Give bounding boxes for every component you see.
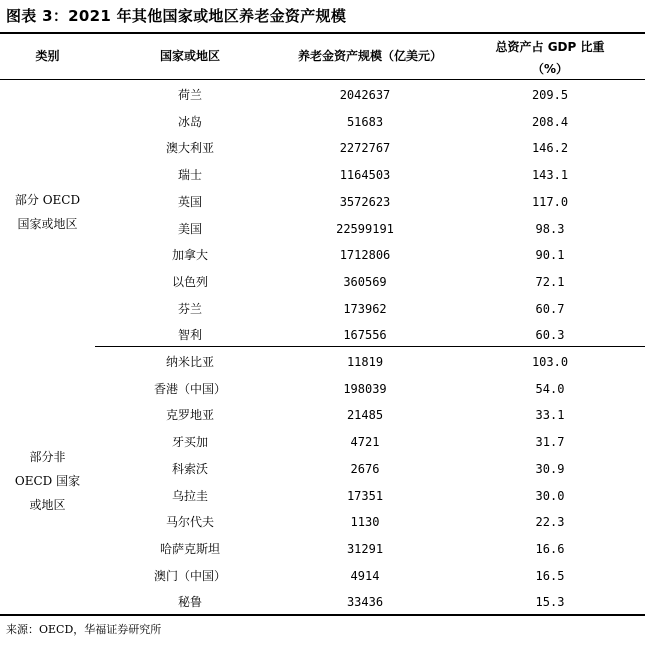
ratio-cell: 30.0 xyxy=(535,488,565,503)
ratio-cell: 209.5 xyxy=(531,88,569,102)
figure-title: 图表 3：2021 年其他国家或地区养老金资产规模 xyxy=(6,7,347,25)
scale-cell: 22599191 xyxy=(336,221,394,236)
ratio-cell: 143.1 xyxy=(531,168,569,183)
header-ratio: 总资产占 GDP 比重 xyxy=(495,40,605,54)
scale-cell: 3572623 xyxy=(339,194,391,209)
top-rule xyxy=(0,32,645,34)
ratio-cell: 98.3 xyxy=(535,221,565,236)
source-note: 来源：OECD，华福证券研究所 xyxy=(6,623,162,636)
scale-cell: 360569 xyxy=(343,274,387,289)
scale-cell: 167556 xyxy=(343,328,387,343)
country-cell: 克罗地亚 xyxy=(165,408,214,423)
ratio-cell: 16.6 xyxy=(535,541,565,556)
ratio-cell: 72.1 xyxy=(535,274,565,289)
scale-cell: 198039 xyxy=(343,381,387,396)
country-cell: 澳门（中国） xyxy=(153,568,226,583)
country-cell: 哈萨克斯坦 xyxy=(159,541,220,556)
ratio-cell: 208.4 xyxy=(531,114,569,129)
country-cell: 科索沃 xyxy=(171,461,208,476)
ratio-cell: 60.3 xyxy=(535,328,565,343)
header-category: 类别 xyxy=(35,49,60,63)
group-label-oecd xyxy=(0,188,95,236)
group-label-line: 部分非 xyxy=(29,450,66,464)
ratio-cell: 31.7 xyxy=(535,435,565,450)
country-cell: 英国 xyxy=(177,194,202,209)
scale-cell: 1130 xyxy=(350,515,380,530)
header-rule xyxy=(0,79,645,80)
country-cell: 美国 xyxy=(177,221,202,236)
scale-cell: 4721 xyxy=(350,435,380,450)
scale-cell: 51683 xyxy=(346,114,384,129)
country-cell: 香港（中国） xyxy=(153,381,226,396)
ratio-cell: 60.7 xyxy=(535,301,565,316)
bottom-rule xyxy=(0,614,645,616)
ratio-cell: 54.0 xyxy=(535,381,565,396)
scale-cell: 1712806 xyxy=(339,248,391,263)
group-label-line: OECD 国家 xyxy=(14,474,81,488)
scale-cell: 31291 xyxy=(346,541,384,556)
country-cell: 秘鲁 xyxy=(177,595,202,610)
group-label-line: 或地区 xyxy=(29,498,66,512)
country-cell: 芬兰 xyxy=(177,301,202,316)
group-label-line: 部分 OECD xyxy=(14,193,81,207)
country-cell: 加拿大 xyxy=(171,248,208,263)
ratio-cell: 90.1 xyxy=(535,248,565,263)
header-scale: 养老金资产规模（亿美元） xyxy=(297,49,442,63)
scale-cell: 1164503 xyxy=(339,168,391,183)
country-cell: 以色列 xyxy=(171,274,208,289)
ratio-cell: 117.0 xyxy=(531,194,569,209)
ratio-cell: 146.2 xyxy=(531,141,569,156)
country-cell: 马尔代夫 xyxy=(165,515,214,530)
scale-cell: 21485 xyxy=(346,408,384,423)
ratio-cell: 33.1 xyxy=(535,408,565,423)
scale-cell: 2042637 xyxy=(339,88,391,102)
group-label-line: 国家或地区 xyxy=(17,217,78,231)
ratio-cell: 103.0 xyxy=(531,355,569,369)
country-cell: 澳大利亚 xyxy=(165,141,214,156)
country-cell: 纳米比亚 xyxy=(165,355,214,369)
country-cell: 冰岛 xyxy=(177,114,202,129)
country-cell: 智利 xyxy=(177,328,202,343)
ratio-cell: 15.3 xyxy=(535,595,565,610)
header-ratio-unit: （%） xyxy=(531,62,569,76)
country-cell: 瑞士 xyxy=(177,168,202,183)
scale-cell: 2676 xyxy=(350,461,380,476)
country-cell: 乌拉圭 xyxy=(171,488,208,503)
scale-cell: 17351 xyxy=(346,488,384,503)
country-cell: 牙买加 xyxy=(171,435,208,450)
ratio-cell: 30.9 xyxy=(535,461,565,476)
scale-cell: 4914 xyxy=(350,568,380,583)
header-country: 国家或地区 xyxy=(159,49,220,63)
ratio-cell: 22.3 xyxy=(535,515,565,530)
scale-cell: 11819 xyxy=(346,355,384,369)
ratio-cell: 16.5 xyxy=(535,568,565,583)
scale-cell: 173962 xyxy=(343,301,387,316)
scale-cell: 2272767 xyxy=(339,141,391,156)
scale-cell: 33436 xyxy=(346,595,384,610)
group-label-non-oecd xyxy=(0,445,95,517)
country-cell: 荷兰 xyxy=(177,88,202,102)
